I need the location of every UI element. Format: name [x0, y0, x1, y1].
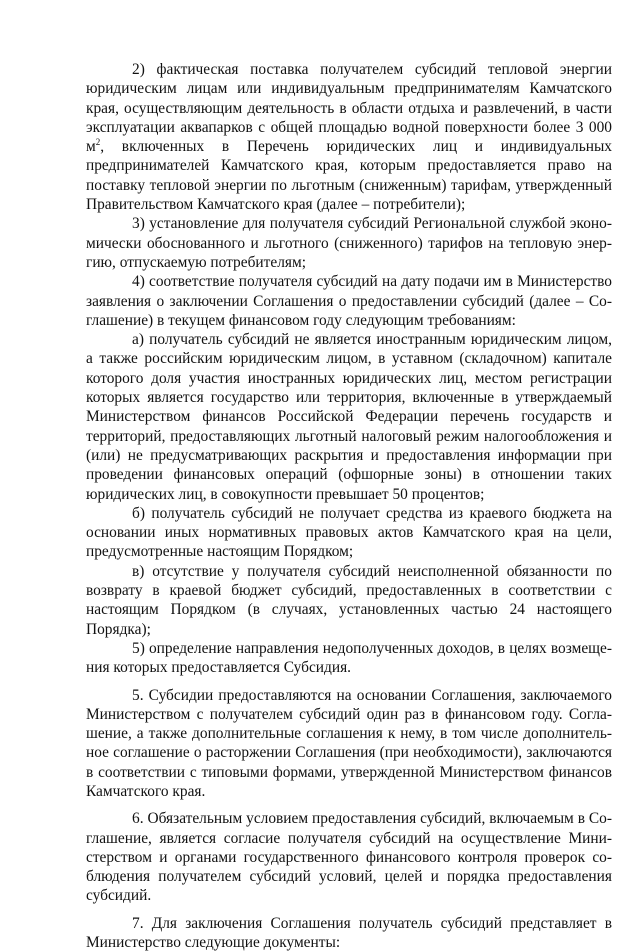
section-5: 5. Субсидии предоставляются на основании Соглашения, заключаемого Министерством с получателем субсидий один раз в финансовом году. Соглашение, а также дополнительные соглашения к нему, в том числе дополнительное соглашение о расторжении Соглашения (при необходимости), заключаются в соответствии с типовыми формами, утвержденной Министерством финансов Камчатского края.: [86, 686, 612, 800]
paragraph-subitem-a: а) получатель субсидий не является иностранным юридическим лицом, а также российским юридическим лицом, в уставном (складочном) капитале которого доля участия иностранных юридических лиц, местом регистрации которых является государство или территория, включенные в утверждаемый Министерством финансов Российской Федерации перечень государств и территорий, предоставляющих льготный налоговый режим налогообложения и (или) не предусматривающих раскрытия и предоставления информации при проведении финансовых операций (офшорные зоны) в отношении таких юридических лиц, в совокупности превышает 50 процентов;: [86, 331, 612, 503]
paragraph-item-4: 4) соответствие получателя субсидий на дату подачи им в Министерство заявления о заключении Соглашения о предоставлении субсидий (далее – Соглашение) в текущем финансовом году следующим требованиям:: [86, 273, 612, 329]
section-7: 7. Для заключения Соглашения получатель субсидий представляет в Министерство следующие документы:: [86, 914, 612, 952]
paragraph-item-2: [86, 60, 612, 214]
paragraph-item-3: 3) установление для получателя субсидий Региональной службой экономически обоснованного и льготного (сниженного) тарифов на тепловую энергию, отпускаемую потребителям;: [86, 215, 612, 271]
paragraph-subitem-v: в) отсутствие у получателя субсидий неисполненной обязанности по возврату в краевой бюджет субсидий, предоставленных в соответствии с настоящим Порядком (в случаях, установленных частью 24 настоящего Порядка);: [86, 562, 612, 638]
superscript-unit: 2: [95, 137, 101, 148]
paragraph-text: 2) фактическая поставка получателем субсидий тепловой энергии юридическим лицам или индивидуальным предпринимателям Камчатского края, осуществляющим деятельность в области отдыха и развлечений, в части эксплуатации аквапарков с общей площадью водной поверхности более 3 000 м: [86, 61, 612, 156]
document-page: [86, 60, 612, 952]
paragraph-item-5: 5) определение направления недополученных доходов, в целях возмещения которых предоставляется Субсидия.: [86, 639, 612, 677]
paragraph-text-tail: , включенных в Перечень юридических лиц и индивидуальных предпринимателей Камчатского края, которым предоставляется право на поставку тепловой энергии по льготным (сниженным) тарифам, утвержденный Правительством Камчатского края (далее – потребители);: [86, 138, 612, 214]
section-6: 6. Обязательным условием предоставления субсидий, включаемым в Соглашение, является согласие получателя субсидий на осуществление Министерством и органами государственного финансового контроля проверок соблюдения получателем субсидий условий, целей и порядка предоставления субсидий.: [86, 810, 612, 905]
paragraph-subitem-b: б) получатель субсидий не получает средства из краевого бюджета на основании иных нормативных правовых актов Камчатского края на цели, предусмотренные настоящим Порядком;: [86, 504, 612, 561]
